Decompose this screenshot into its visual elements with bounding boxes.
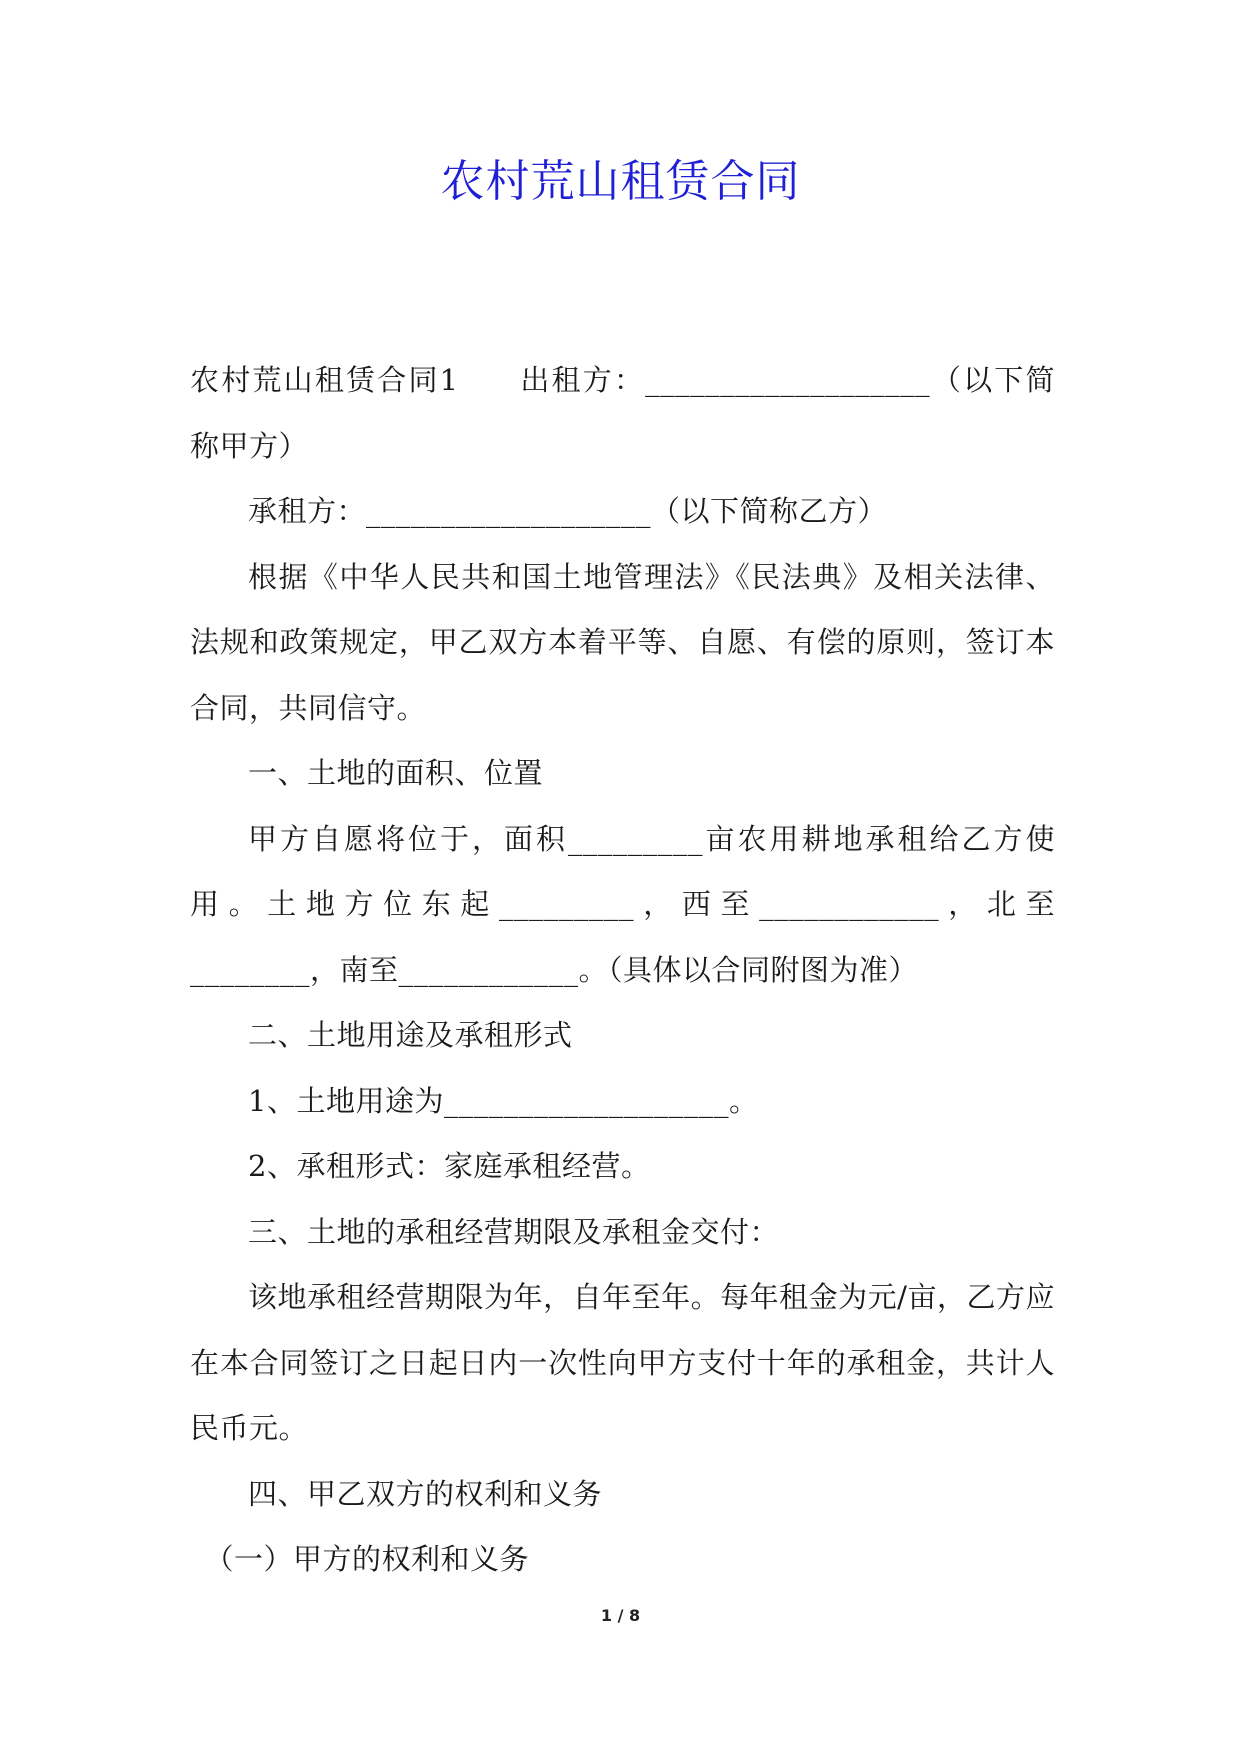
- paragraph-land-location: 甲方自愿将位于，面积_________亩农用耕地承租给乙方使用。土地方位东起_________，西至____________，北至: [190, 821, 1055, 921]
- lessor-line: 出租方：___________________（以下简称甲方）: [190, 363, 1055, 463]
- paragraph-legal-basis: 根据《中华人民共和国土地管理法》《民法典》及相关法律、法规和政策规定，甲乙双方本着平等、自愿、有偿的原则，签订本合同，共同信守。: [190, 559, 1055, 725]
- section-heading-3: 三、土地的承租经营期限及承租金交付：: [248, 1214, 780, 1249]
- section-heading-4: 四、甲乙双方的权利和义务: [248, 1476, 603, 1511]
- subsection-heading-lessor: （一）甲方的权利和义务: [204, 1542, 530, 1576]
- paragraph-lessee: 承租方：___________________（以下简称乙方）: [248, 494, 888, 528]
- section-heading-2: 二、土地用途及承租形式: [248, 1018, 573, 1052]
- paragraph-lessor: [190, 348, 1055, 479]
- paragraph-lease-form: 2、承租形式：家庭承租经营。: [248, 1149, 651, 1183]
- page-number: 1 / 8: [600, 1606, 641, 1625]
- paragraph-land-location-cont: ________，南至____________。（具体以合同附图为准）: [190, 952, 919, 987]
- paragraph-lease-term: 该地承租经营期限为年，自年至年。每年租金为元/亩，乙方应在本合同签订之日起日内一次性向甲方支付十年的承租金，共计人民币元。: [190, 1280, 1055, 1445]
- document-body: [190, 348, 1055, 1593]
- section-heading-1: 一、土地的面积、位置: [248, 756, 544, 790]
- contract-heading: 农村荒山租赁合同1: [190, 363, 459, 397]
- document-title: 农村荒山租赁合同: [440, 156, 801, 207]
- paragraph-land-use: 1、土地用途为___________________。: [248, 1083, 759, 1118]
